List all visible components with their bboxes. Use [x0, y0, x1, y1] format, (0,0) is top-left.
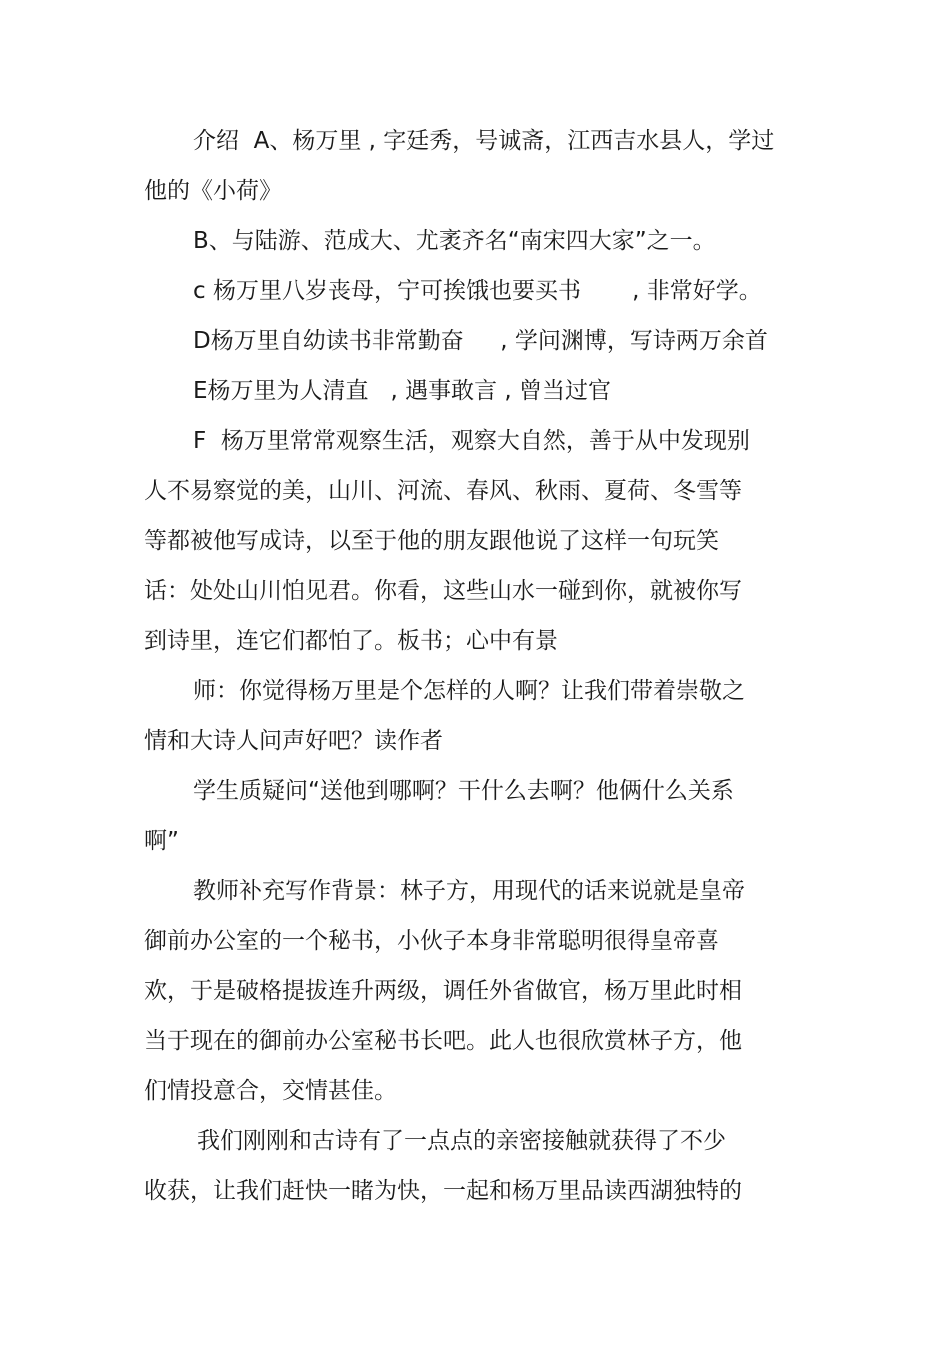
paragraph-line: 到诗里，连它们都怕了。板书；心中有景 — [144, 628, 558, 654]
paragraph-line: 御前办公室的一个秘书，小伙子本身非常聪明很得皇帝喜 — [144, 928, 719, 954]
intro-line-e: E杨万里为人清直 , 遇事敢言 , 曾当过官 — [193, 378, 612, 404]
paragraph-line: 欢，于是破格提拔连升两级，调任外省做官，杨万里此时相 — [144, 978, 742, 1004]
paragraph-line: 话：处处山川怕见君。你看，这些山水一碰到你，就被你写 — [144, 578, 742, 604]
paragraph-line: 收获，让我们赶快一睹为快，一起和杨万里品读西湖独特的 — [144, 1178, 742, 1204]
closing-line: 我们刚刚和古诗有了一点点的亲密接触就获得了不少 — [197, 1128, 726, 1154]
paragraph-line: 等都被他写成诗，以至于他的朋友跟他说了这样一句玩笑 — [144, 528, 719, 554]
paragraph-line: 人不易察觉的美，山川、河流、春风、秋雨、夏荷、冬雪等 — [144, 478, 742, 504]
intro-line-b: B、与陆游、范成大、尤袤齐名“南宋四大家”之一。 — [193, 228, 716, 254]
intro-line-a-cont: 他的《小荷》 — [144, 178, 282, 204]
paragraph-line: 们情投意合，交情甚佳。 — [144, 1078, 397, 1104]
intro-line-c: c 杨万里八岁丧母，宁可挨饿也要买书 , 非常好学。 — [193, 278, 762, 304]
paragraph-line: 啊” — [144, 828, 179, 854]
paragraph-line: 情和大诗人问声好吧？读作者 — [144, 728, 443, 754]
student-question-line: 学生质疑问“送他到哪啊？干什么去啊？他俩什么关系 — [193, 778, 734, 804]
background-line: 教师补充写作背景：林子方，用现代的话来说就是皇帝 — [193, 878, 745, 904]
intro-line-a: 介绍 A、杨万里 , 字廷秀，号诚斋，江西吉水县人，学过 — [193, 128, 775, 154]
intro-line-d: D杨万里自幼读书非常勤奋 , 学问渊博，写诗两万余首 — [193, 328, 768, 354]
paragraph-line: 当于现在的御前办公室秘书长吧。此人也很欣赏林子方，他 — [144, 1028, 742, 1054]
teacher-question-line: 师：你觉得杨万里是个怎样的人啊？让我们带着崇敬之 — [193, 678, 745, 704]
intro-line-f: F 杨万里常常观察生活，观察大自然，善于从中发现别 — [193, 428, 750, 454]
